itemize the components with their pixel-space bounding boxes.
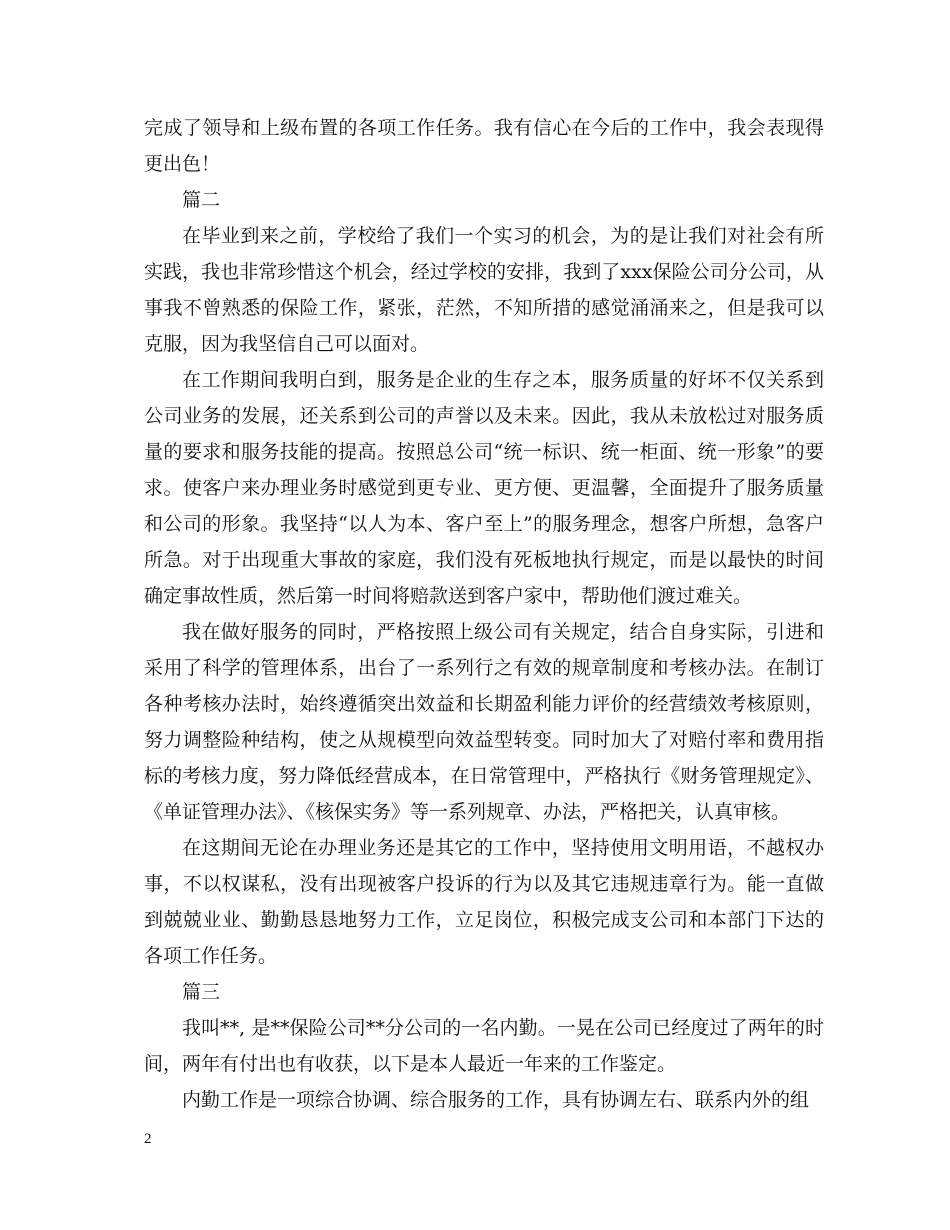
page-number: 2 [144,1131,152,1147]
section-heading-2: 篇二 [182,189,221,211]
body-paragraph: 我叫**, 是**保险公司**分公司的一名内勤。一晃在公司已经度过了两年的时间，两年有付出也有收获，以下是本人最近一年来的工作鉴定。 [144,1017,824,1075]
body-paragraph: 在毕业到来之前，学校给了我们一个实习的机会，为的是让我们对社会有所实践，我也非常珍惜这个机会，经过学校的安排，我到了xxx保险公司分公司，从事我不曾熟悉的保险工作，紧张，茫然，不知所措的感觉涌涌来之，但是我可以克服，因为我坚信自己可以面对。 [144,225,824,355]
body-paragraph: 在这期间无论在办理业务还是其它的工作中，坚持使用文明用语，不越权办事，不以权谋私，没有出现被客户投诉的行为以及其它违规违章行为。能一直做到兢兢业业、勤勤恳恳地努力工作，立足岗位，积极完成支公司和本部门下达的各项工作任务。 [144,837,824,967]
body-paragraph: 我在做好服务的同时，严格按照上级公司有关规定，结合自身实际，引进和采用了科学的管理体系，出台了一系列行之有效的规章制度和考核办法。在制订各种考核办法时，始终遵循突出效益和长期盈利能力评价的经营绩效考核原则，努力调整险种结构，使之从规模型向效益型转变。同时加大了对赔付率和费用指标的考核力度，努力降低经营成本，在日常管理中，严格执行《财务管理规定》、《单证管理办法》、《核保实务》等一系列规章、办法，严格把关，认真审核。 [144,621,824,823]
document-body [144,110,824,1118]
continuation-paragraph: 完成了领导和上级布置的各项工作任务。我有信心在今后的工作中，我会表现得更出色！ [144,117,824,175]
section-heading-3: 篇三 [182,981,221,1003]
body-paragraph: 内勤工作是一项综合协调、综合服务的工作，具有协调左右、联系内外的组 [182,1089,810,1111]
body-paragraph: 在工作期间我明白到，服务是企业的生存之本，服务质量的好坏不仅关系到公司业务的发展，还关系到公司的声誉以及未来。因此，我从未放松过对服务质量的要求和服务技能的提高。按照总公司“统一标识、统一柜面、统一形象”的要求。使客户来办理业务时感觉到更专业、更方便、更温馨，全面提升了服务质量和公司的形象。我坚持“以人为本、客户至上”的服务理念，想客户所想，急客户所急。对于出现重大事故的家庭，我们没有死板地执行规定，而是以最快的时间确定事故性质，然后第一时间将赔款送到客户家中，帮助他们渡过难关。 [144,369,824,607]
